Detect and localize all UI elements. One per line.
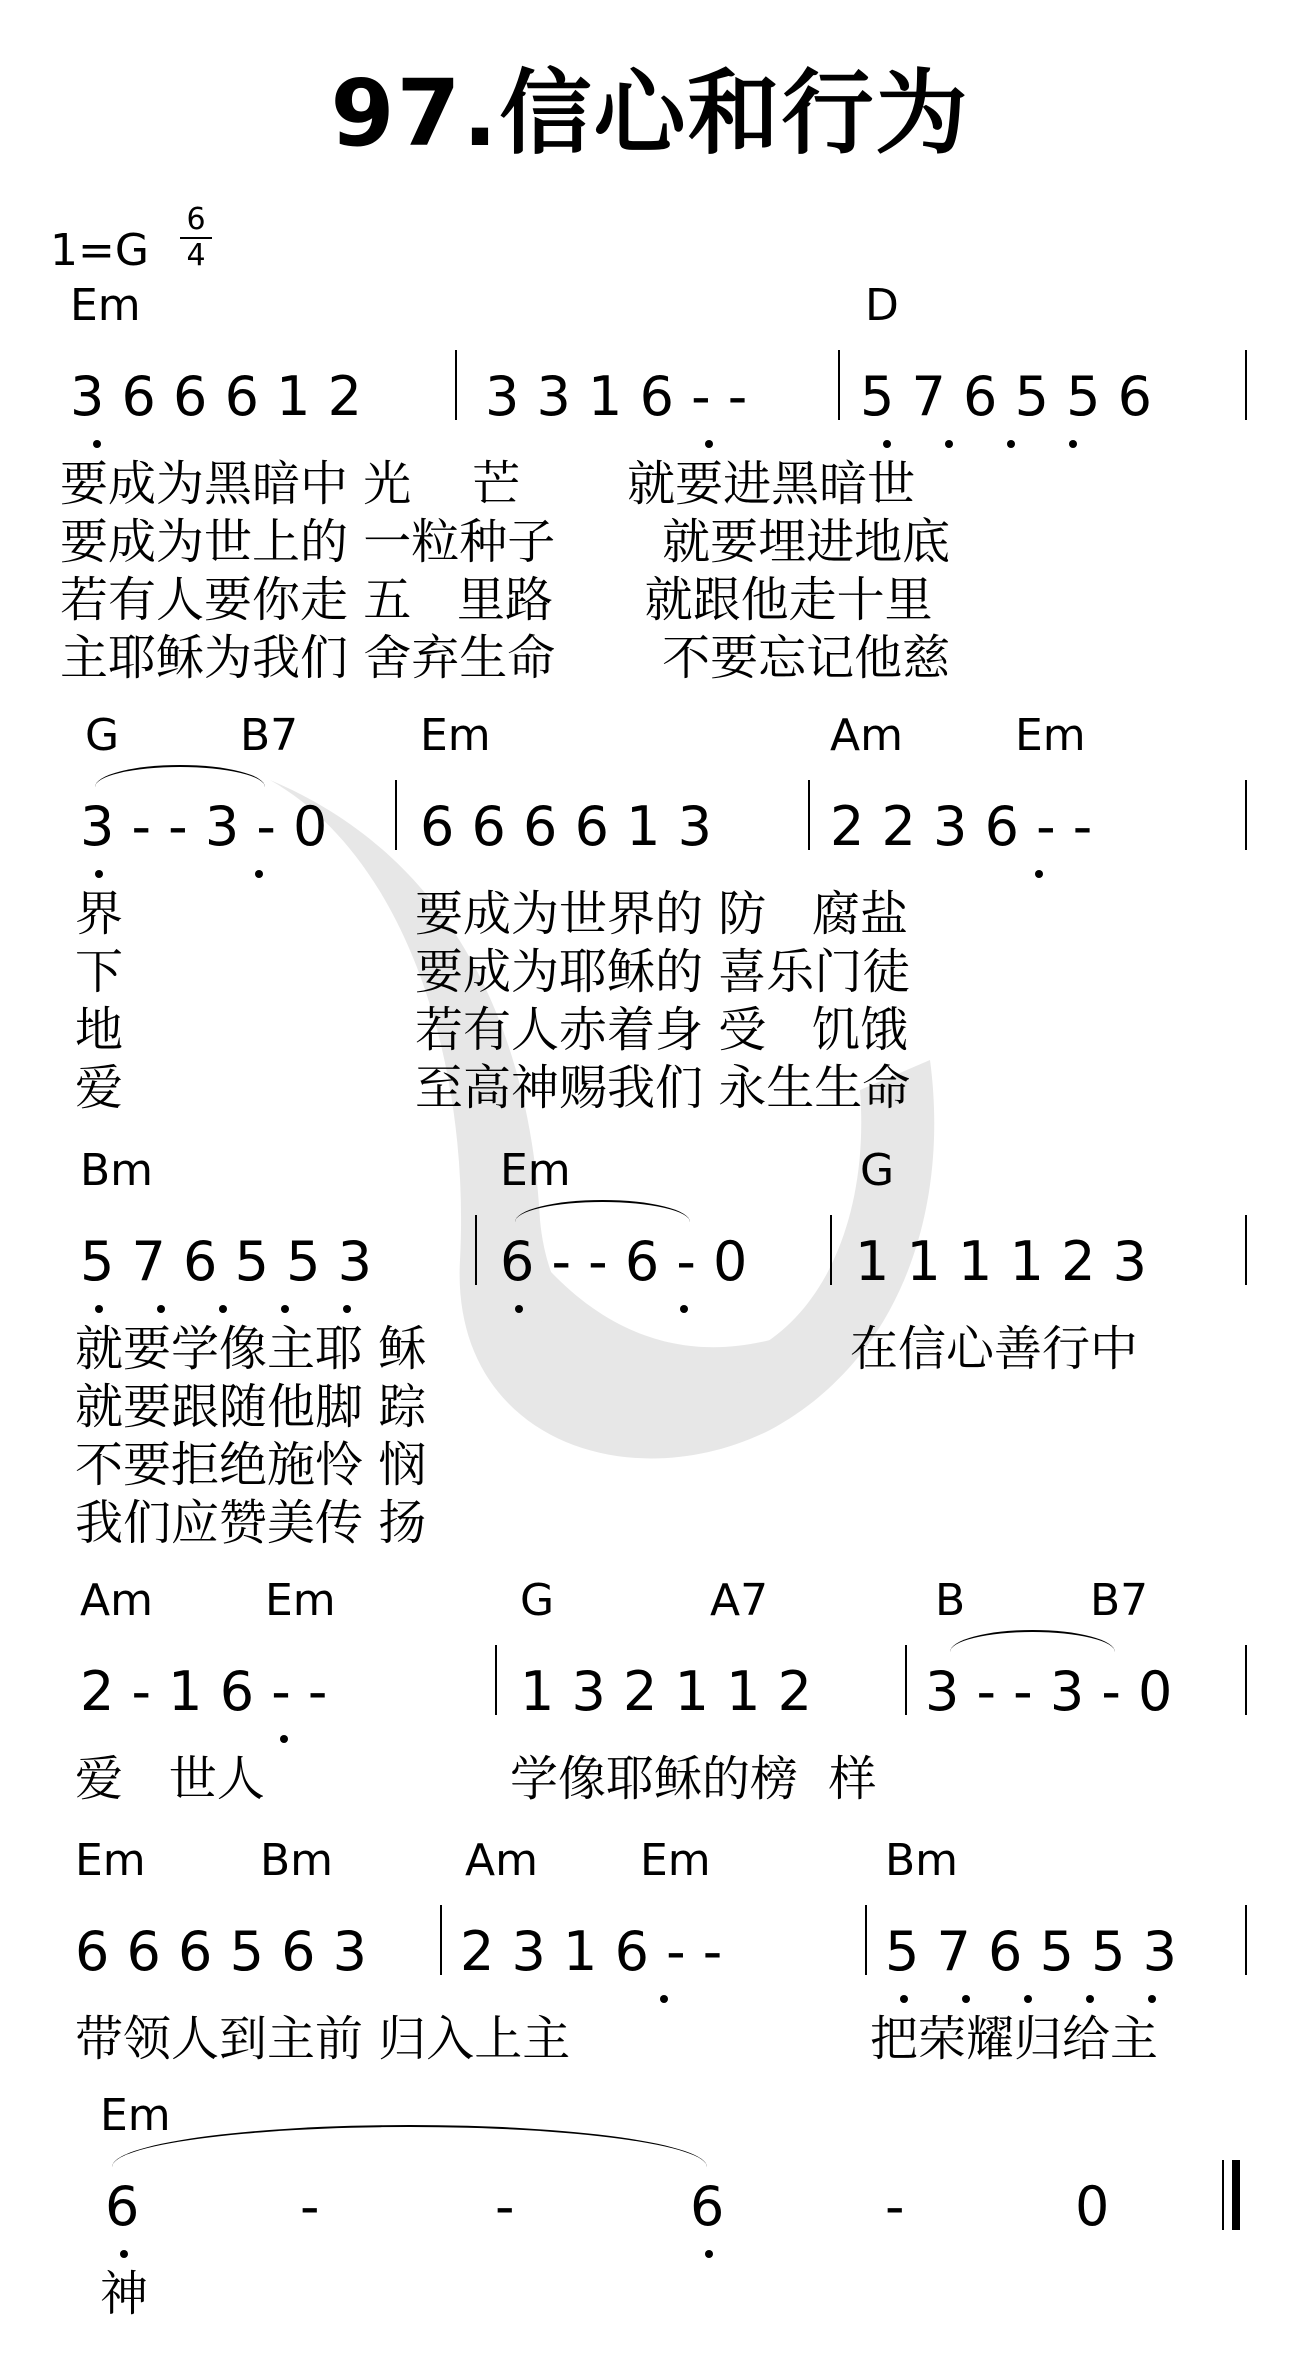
note-group: 3 3 1 6 - - [485, 365, 748, 428]
barline [475, 1215, 477, 1285]
barline [455, 350, 457, 420]
chord-label: Am [830, 710, 903, 761]
low-octave-dot [255, 870, 263, 878]
low-octave-dot [945, 440, 953, 448]
note-group: 2 - 1 6 - - [80, 1660, 328, 1723]
low-octave-dot [93, 440, 101, 448]
chord-label: Em [70, 280, 141, 331]
note-symbol: 6 [690, 2175, 725, 2238]
chord-label: A7 [710, 1575, 769, 1626]
final-barline-thin [1222, 2160, 1224, 2230]
barline [395, 780, 397, 850]
low-octave-dot [515, 1305, 523, 1313]
lyric-line: 地 [75, 1002, 124, 1058]
low-octave-dot [883, 440, 891, 448]
low-octave-dot [660, 1995, 668, 2003]
low-octave-dot [1007, 440, 1015, 448]
chord-label: Bm [885, 1835, 959, 1886]
barline [1245, 1645, 1247, 1715]
barline [865, 1905, 867, 1975]
lyric-line: 在信心善行中 [850, 1321, 1139, 1377]
note-group: 2 3 1 6 - - [460, 1920, 723, 1983]
tie-arc [950, 1630, 1115, 1652]
barline [838, 350, 840, 420]
barline [1245, 780, 1247, 850]
chord-label: Am [80, 1575, 153, 1626]
chord-label: Em [500, 1145, 571, 1196]
barline [905, 1645, 907, 1715]
low-octave-dot [95, 1305, 103, 1313]
low-octave-dot [1148, 1995, 1156, 2003]
lyric-line: 若有人要你走 五 里路 就跟他走十里 [60, 572, 933, 628]
lyric-line: 带领人到主前 归入上主 [75, 2011, 571, 2067]
barline [440, 1905, 442, 1975]
lyric-line: 就要跟随他脚 踪 [75, 1379, 427, 1435]
barline [1245, 1905, 1247, 1975]
low-octave-dot [219, 1305, 227, 1313]
low-octave-dot [1086, 1995, 1094, 2003]
lyric-line: 要成为黑暗中 光 芒 就要进黑暗世 [60, 456, 916, 512]
chord-label: B [935, 1575, 966, 1626]
note-group: 1 1 1 1 2 3 [855, 1230, 1147, 1293]
note-symbol: 0 [1075, 2175, 1110, 2238]
low-octave-dot [120, 2250, 128, 2258]
chord-label: Em [1015, 710, 1086, 761]
chord-label: Am [465, 1835, 538, 1886]
low-octave-dot [680, 1305, 688, 1313]
chord-label: Em [75, 1835, 146, 1886]
chord-label: G [860, 1145, 895, 1196]
barline [1245, 350, 1247, 420]
lyric-line: 主耶稣为我们 舍弃生命 不要忘记他慈 [60, 630, 951, 686]
lyric-line: 爱 世人 [75, 1751, 265, 1807]
lyric-line: 不要拒绝施怜 悯 [75, 1437, 427, 1493]
note-group: 6 6 6 6 1 3 [420, 795, 712, 858]
chord-label: B7 [240, 710, 299, 761]
note-symbol: 6 [105, 2175, 140, 2238]
time-signature-bottom: 4 [186, 238, 206, 273]
lyric-line: 把荣耀归给主 [870, 2011, 1159, 2067]
barline [808, 780, 810, 850]
low-octave-dot [343, 1305, 351, 1313]
lyric-line: 若有人赤着身 受 饥饿 [415, 1002, 909, 1058]
note-symbol: - [885, 2175, 905, 2238]
low-octave-dot [157, 1305, 165, 1313]
note-group: 3 - - 3 - 0 [925, 1660, 1173, 1723]
song-title: 97.信心和行为 [330, 60, 970, 167]
key-signature: 1=G [50, 225, 149, 276]
note-group: 5 7 6 5 5 3 [80, 1230, 372, 1293]
lyric-line: 至高神赐我们 永生生命 [415, 1060, 911, 1116]
note-group: 2 2 3 6 - - [830, 795, 1093, 858]
note-group: 3 6 6 6 1 2 [70, 365, 362, 428]
low-octave-dot [1035, 870, 1043, 878]
barline [830, 1215, 832, 1285]
lyric-line: 下 [75, 944, 124, 1000]
chord-label: B7 [1090, 1575, 1149, 1626]
chord-label: D [865, 280, 899, 331]
chord-label: Em [265, 1575, 336, 1626]
time-signature-top: 6 [186, 202, 206, 237]
note-group: 5 7 6 5 5 3 [885, 1920, 1177, 1983]
note-symbol: - [300, 2175, 320, 2238]
final-barline-thick [1232, 2160, 1240, 2230]
chord-label: Em [420, 710, 491, 761]
low-octave-dot [962, 1995, 970, 2003]
lyric-line: 界 [75, 886, 124, 942]
chord-label: G [520, 1575, 555, 1626]
note-group: 3 - - 3 - 0 [80, 795, 328, 858]
barline [1245, 1215, 1247, 1285]
tie-arc [112, 2125, 707, 2167]
lyric-line: 神 [100, 2266, 149, 2322]
lyric-line: 爱 [75, 1060, 124, 1116]
note-symbol: - [495, 2175, 515, 2238]
note-group: 6 6 6 5 6 3 [75, 1920, 367, 1983]
low-octave-dot [95, 870, 103, 878]
note-group: 5 7 6 5 5 6 [860, 365, 1152, 428]
time-signature [180, 202, 212, 273]
chord-label: Bm [80, 1145, 154, 1196]
lyric-line: 要成为耶稣的 喜乐门徒 [415, 944, 911, 1000]
lyric-line: 要成为世界的 防 腐盐 [415, 886, 909, 942]
chord-label: Bm [260, 1835, 334, 1886]
lyric-line: 我们应赞美传 扬 [75, 1495, 427, 1551]
chord-label: Em [100, 2090, 171, 2141]
low-octave-dot [281, 1305, 289, 1313]
note-group: 1 3 2 1 1 2 [520, 1660, 812, 1723]
barline [495, 1645, 497, 1715]
note-group: 6 - - 6 - 0 [500, 1230, 748, 1293]
low-octave-dot [705, 440, 713, 448]
chord-label: Em [640, 1835, 711, 1886]
low-octave-dot [280, 1735, 288, 1743]
low-octave-dot [1024, 1995, 1032, 2003]
lyric-line: 就要学像主耶 稣 [75, 1321, 427, 1377]
low-octave-dot [1069, 440, 1077, 448]
chord-label: G [85, 710, 120, 761]
lyric-line: 要成为世上的 一粒种子 就要埋进地底 [60, 514, 951, 570]
low-octave-dot [900, 1995, 908, 2003]
lyric-line: 学像耶稣的榜 样 [510, 1751, 877, 1807]
low-octave-dot [705, 2250, 713, 2258]
